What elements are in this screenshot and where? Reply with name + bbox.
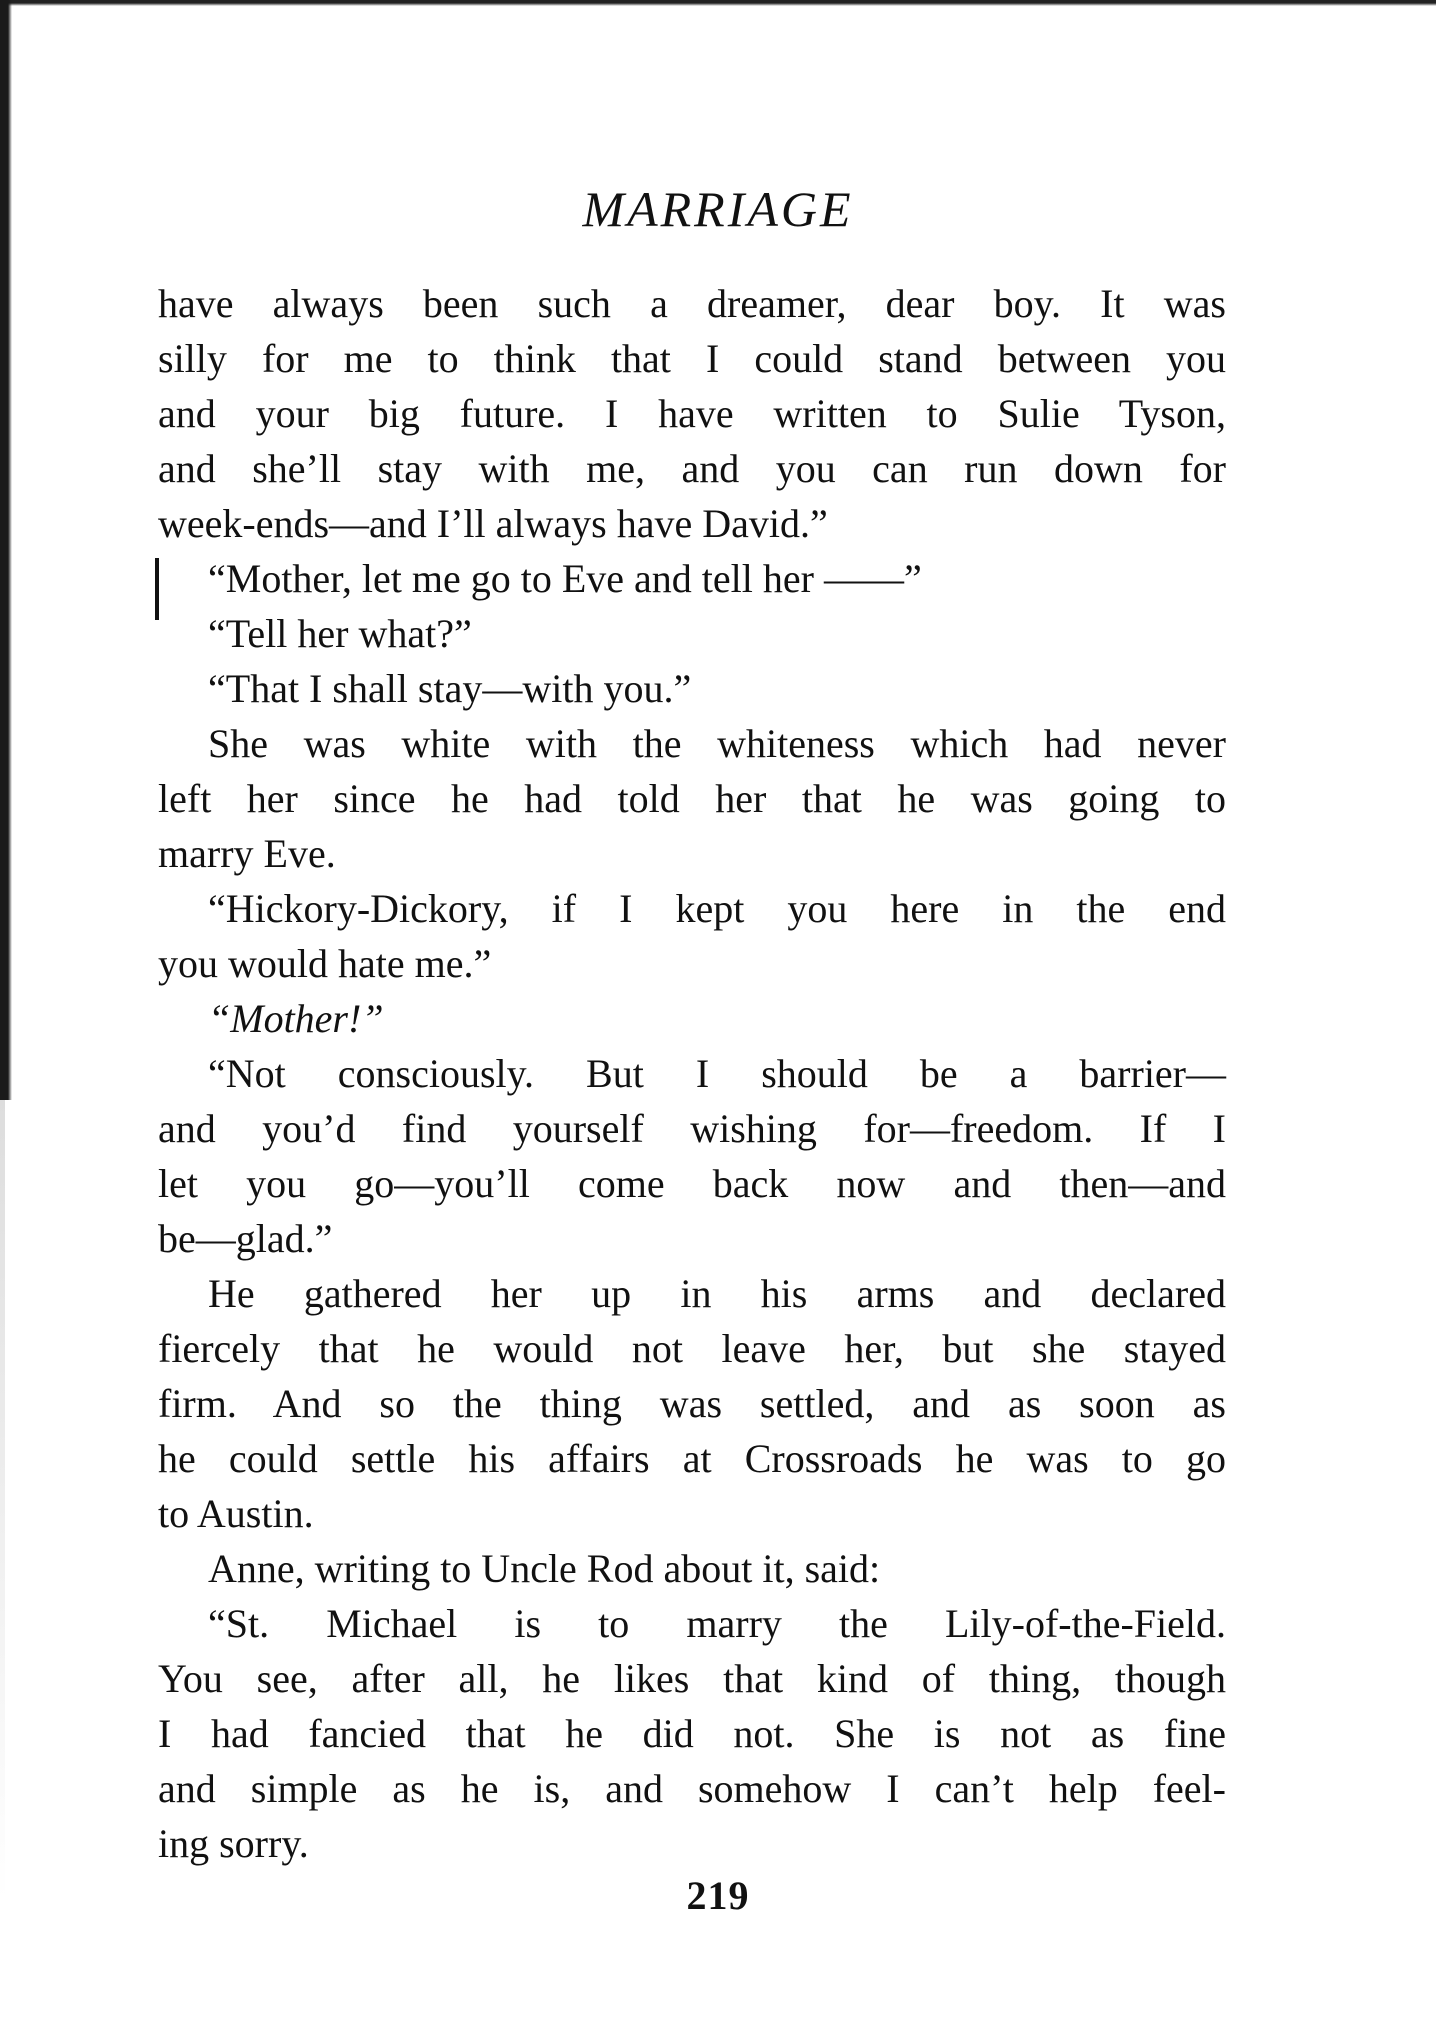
text-line: and you’d find yourself wishing for—freedom. If I [158,1106,1226,1151]
text-line: and she’ll stay with me, and you can run down for [158,446,1226,491]
text-line: you would hate me.” [158,941,492,986]
text-line: he could settle his affairs at Crossroads he was to go [158,1436,1226,1481]
text-line: silly for me to think that I could stand between you [158,336,1226,381]
text-line: be—glad.” [158,1216,333,1261]
text-line: have always been such a dreamer, dear boy. It was [158,281,1226,326]
body-text [158,276,1226,1871]
text-line: She was white with the whiteness which had never [208,721,1226,766]
text-line: He gathered her up in his arms and declared [208,1271,1226,1316]
text-line: “St. Michael is to marry the Lily-of-the-Field. [208,1601,1226,1646]
text-line: “Hickory-Dickory, if I kept you here in the end [208,886,1226,931]
text-line: week-ends—and I’ll always have David.” [158,501,828,546]
text-line: “Mother, let me go to Eve and tell her ——” [208,556,922,601]
text-line: I had fancied that he did not. She is not as fine [158,1711,1226,1756]
text-line: and your big future. I have written to Sulie Tyson, [158,391,1226,436]
text-line: “Tell her what?” [208,611,472,656]
text-line: to Austin. [158,1491,314,1536]
text-line: You see, after all, he likes that kind of thing, though [158,1656,1226,1701]
text-line: “Not consciously. But I should be a barrier— [208,1051,1226,1096]
text-line: “Mother!” [208,996,384,1041]
text-line: Anne, writing to Uncle Rod about it, said: [208,1546,881,1591]
scan-edge-top [0,0,1436,6]
text-line: let you go—you’ll come back now and then—and [158,1161,1226,1206]
text-line: firm. And so the thing was settled, and as soon as [158,1381,1226,1426]
text-line: marry Eve. [158,831,336,876]
page-number: 219 [686,1873,750,1918]
scan-edge-left-fade [0,1100,5,1900]
text-line: fiercely that he would not leave her, but she stayed [158,1326,1226,1371]
scan-edge-left [0,0,12,1100]
running-head: MARRIAGE [582,181,854,237]
text-line: ing sorry. [158,1821,309,1866]
text-line: and simple as he is, and somehow I can’t help feel- [158,1766,1226,1811]
text-line: left her since he had told her that he was going to [158,776,1226,821]
text-line: “That I shall stay—with you.” [208,666,692,711]
